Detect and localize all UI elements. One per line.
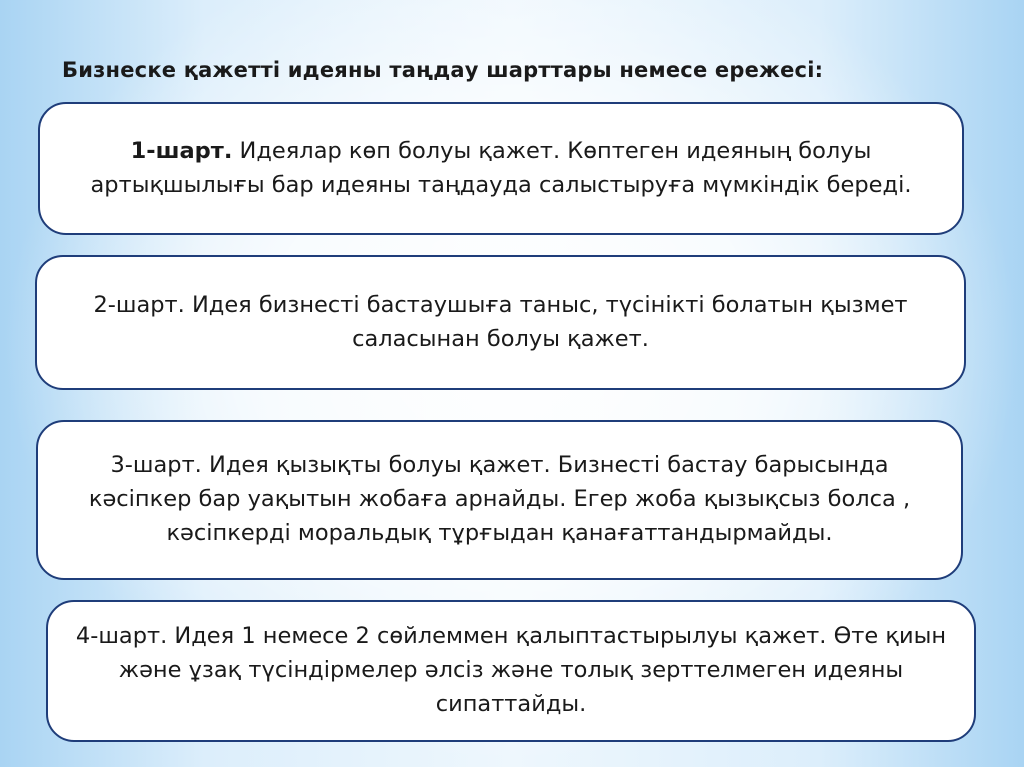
condition-body-2: 2-шарт. Идея бизнесті бастаушыға таныс, түсінікті болатын қызмет саласынан болуы қажет.: [93, 291, 908, 352]
condition-text-4: [70, 620, 952, 721]
slide-title: Бизнеске қажетті идеяны таңдау шарттары немесе ережесі:: [62, 58, 824, 82]
condition-box-2: [35, 255, 966, 390]
condition-text-2: [59, 289, 942, 357]
condition-text-1: [62, 135, 940, 203]
condition-box-1: [38, 102, 964, 235]
condition-box-4: [46, 600, 976, 742]
condition-text-3: [60, 449, 939, 550]
condition-body-1: Идеялар көп болуы қажет. Көптеген идеяның болуы артықшылығы бар идеяны таңдауда салыстыруға мүмкіндік береді.: [90, 137, 912, 198]
condition-body-4: 4-шарт. Идея 1 немесе 2 сөйлеммен қалыптастырылуы қажет. Өте қиын және ұзақ түсіндірмелер әлсіз және толық зерттелмеген идеяны сипаттайды.: [75, 623, 947, 717]
condition-box-3: [36, 420, 963, 580]
condition-body-3: 3-шарт. Идея қызықты болуы қажет. Бизнесті бастау барысында кәсіпкер бар уақытын жобаға арнайды. Егер жоба қызықсыз болса , кәсіпкерді моральдық тұрғыдан қанағаттандырмайды.: [88, 452, 911, 546]
condition-lead-1: 1-шарт.: [130, 137, 233, 164]
